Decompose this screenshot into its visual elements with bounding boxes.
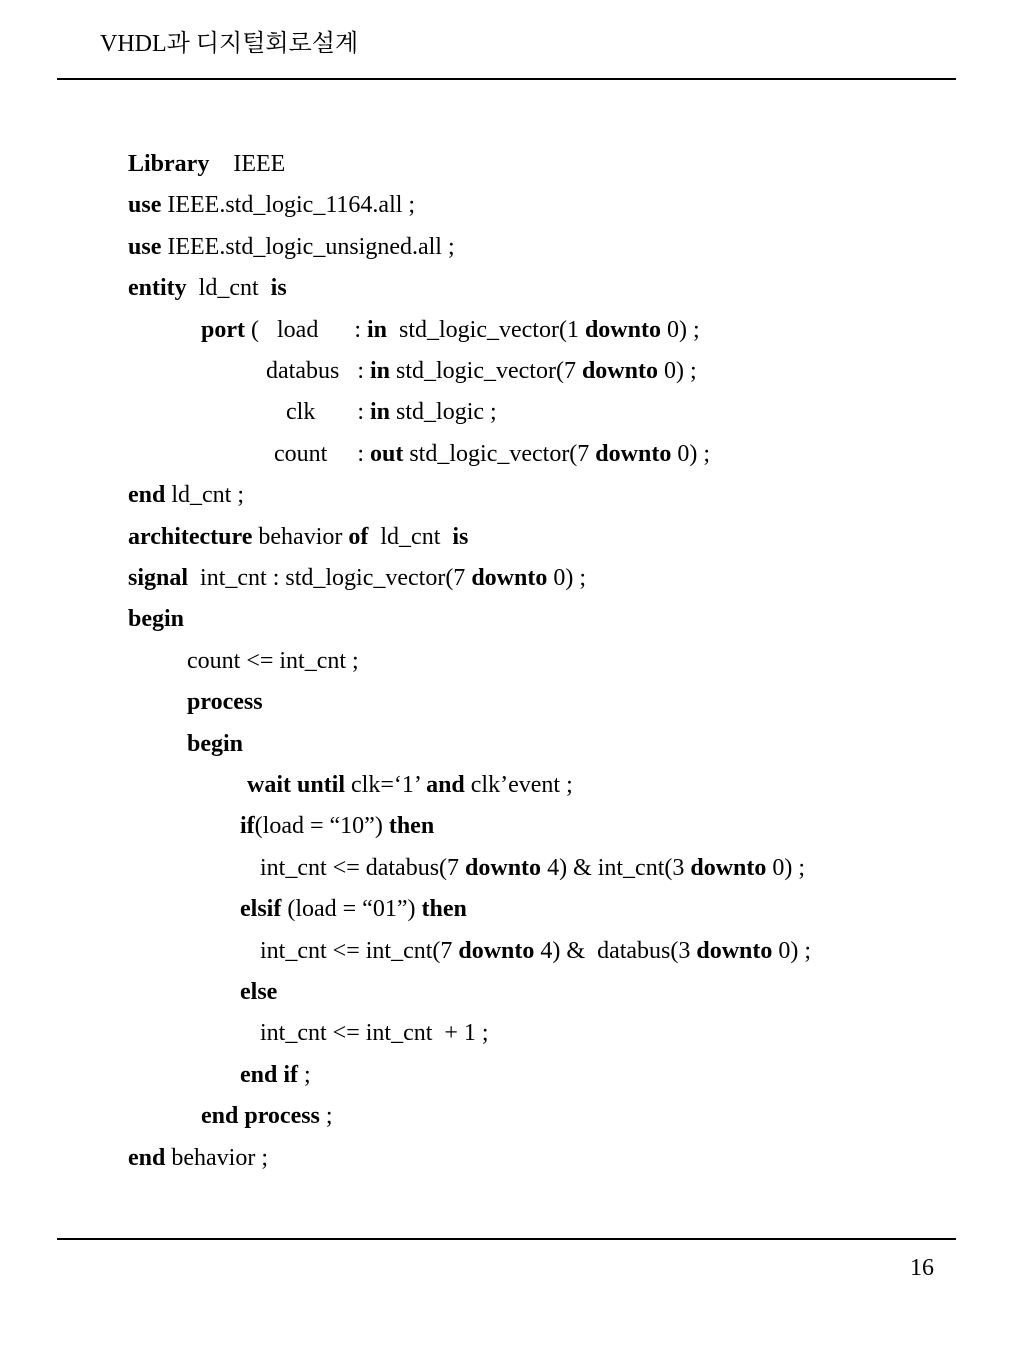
code-keyword: downto (581, 358, 658, 384)
code-line (240, 1059, 311, 1091)
code-keyword: downto (458, 938, 535, 964)
code-text: behavior (252, 524, 349, 550)
code-keyword: architecture (128, 524, 253, 550)
header-divider (57, 78, 956, 80)
code-line (286, 396, 497, 428)
code-line (128, 479, 244, 511)
code-keyword: begin (187, 731, 244, 757)
code-keyword: then (388, 813, 435, 839)
code-keyword: end (128, 482, 166, 508)
code-line (128, 521, 468, 553)
code-text: (load = “01”) (281, 896, 422, 922)
code-line (187, 728, 243, 760)
code-keyword: is (270, 275, 287, 301)
code-keyword: process (187, 689, 263, 715)
code-text: ld_cnt ; (165, 482, 245, 508)
code-line (274, 438, 710, 470)
code-keyword: downto (690, 855, 767, 881)
code-text: ld_cnt (186, 275, 271, 301)
code-line (201, 314, 700, 346)
code-text: int_cnt : std_logic_vector(7 (188, 565, 472, 591)
code-text: IEEE (209, 151, 286, 177)
code-text: ( load : (245, 317, 367, 343)
footer-divider (57, 1238, 956, 1240)
code-text: std_logic_vector(1 (387, 317, 585, 343)
code-line (260, 852, 805, 884)
code-keyword: entity (128, 275, 187, 301)
code-line (128, 1142, 268, 1174)
page-number: 16 (910, 1255, 934, 1281)
code-line (128, 231, 455, 263)
code-line (128, 562, 586, 594)
code-text: std_logic_vector(7 (403, 441, 596, 467)
code-keyword: else (240, 979, 278, 1005)
code-text: databus : (266, 358, 370, 384)
code-keyword: downto (465, 855, 542, 881)
code-keyword: downto (696, 938, 773, 964)
code-text: IEEE.std_logic_1164.all ; (161, 192, 416, 218)
code-text: (load = “10”) (254, 813, 389, 839)
code-keyword: Library (128, 151, 210, 177)
code-keyword: signal (128, 565, 189, 591)
code-keyword: begin (128, 606, 185, 632)
code-line (128, 272, 287, 304)
code-line (240, 976, 277, 1008)
page-header-title: VHDL과 디지털회로설계 (100, 31, 359, 57)
code-keyword: wait until (247, 772, 346, 798)
code-text: count : (274, 441, 370, 467)
code-text: 4) & databus(3 (534, 938, 697, 964)
code-keyword: and (426, 772, 465, 798)
code-text: 0) ; (772, 938, 812, 964)
code-line (201, 1100, 333, 1132)
code-line (187, 686, 263, 718)
code-text: clk=‘1’ (345, 772, 427, 798)
code-line (128, 148, 285, 180)
code-keyword: then (421, 896, 467, 922)
code-line (128, 603, 184, 635)
code-line (260, 1017, 489, 1049)
code-text: count <= int_cnt ; (187, 648, 359, 674)
code-line (187, 645, 359, 677)
code-keyword: of (348, 524, 369, 550)
code-keyword: in (370, 399, 391, 425)
code-keyword: out (370, 441, 404, 467)
code-text: ld_cnt (368, 524, 453, 550)
code-keyword: if (240, 813, 255, 839)
code-keyword: end if (240, 1062, 299, 1088)
code-text: std_logic_vector(7 (390, 358, 582, 384)
code-keyword: use (128, 192, 162, 218)
code-keyword: end (128, 1145, 166, 1171)
code-keyword: elsif (240, 896, 282, 922)
code-line (240, 810, 434, 842)
code-text: clk’event ; (464, 772, 573, 798)
code-text: int_cnt <= databus(7 (260, 855, 466, 881)
code-keyword: downto (584, 317, 661, 343)
code-line (128, 189, 415, 221)
code-text: std_logic ; (390, 399, 497, 425)
code-keyword: in (366, 317, 387, 343)
code-text: ; (298, 1062, 311, 1088)
code-keyword: is (452, 524, 469, 550)
code-text: 0) ; (766, 855, 806, 881)
code-keyword: downto (471, 565, 548, 591)
code-keyword: use (128, 234, 162, 260)
code-text: behavior ; (165, 1145, 268, 1171)
code-text: int_cnt <= int_cnt(7 (260, 938, 459, 964)
code-text: 0) ; (660, 317, 700, 343)
code-text: clk : (286, 399, 370, 425)
code-text: 0) ; (671, 441, 710, 467)
code-line (260, 935, 811, 967)
code-line (240, 893, 467, 925)
code-text: int_cnt <= int_cnt + 1 ; (260, 1020, 489, 1046)
code-keyword: end process (201, 1103, 320, 1129)
code-line (266, 355, 697, 387)
code-keyword: in (369, 358, 390, 384)
code-text: 0) ; (547, 565, 587, 591)
code-text: 0) ; (657, 358, 697, 384)
code-text: ; (319, 1103, 333, 1129)
code-keyword: downto (595, 441, 672, 467)
code-keyword: port (201, 317, 245, 343)
code-line (247, 769, 573, 801)
code-text: 4) & int_cnt(3 (541, 855, 691, 881)
code-text: IEEE.std_logic_unsigned.all ; (161, 234, 455, 260)
